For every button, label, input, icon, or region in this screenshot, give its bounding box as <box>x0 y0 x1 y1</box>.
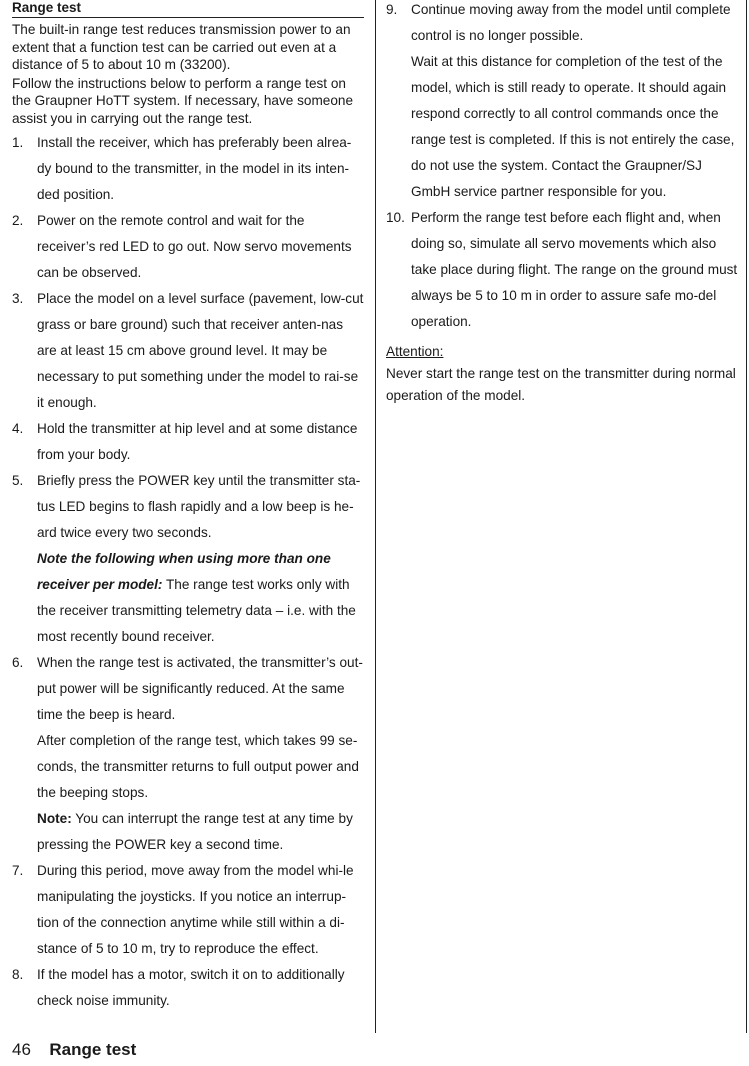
step-extra: Wait at this distance for completion of the test of the model, which is still ready to operate. It should again respond correctly to all control commands once the range test is completed. If this is not entirely the case, do not use the system. Contact the Graupner/SJ GmbH service partner responsible for you. <box>411 54 735 199</box>
note-label: Note: <box>37 811 72 826</box>
step-extra: After completion of the range test, which takes 99 se-conds, the transmitter returns to full output power and the beeping stops. <box>37 733 359 800</box>
step-note <box>37 806 364 858</box>
intro-paragraph-1: The built-in range test reduces transmission power to an extent that a function test can be carried out even at a distance of 5 to about 10 m (33200). <box>12 22 351 72</box>
step-text: Briefly press the POWER key until the transmitter sta-tus LED begins to flash rapidly and a low beep is he-ard twice every two seconds. <box>37 473 361 540</box>
step-number: 2. <box>12 213 24 228</box>
page-edge-rule <box>746 0 747 1033</box>
note-label: Note the following when using more than one receiver per model: <box>37 551 331 592</box>
note-text: The range test works only with the receiver transmitting telemetry data – i.e. with the most recently bound receiver. <box>37 577 356 644</box>
step-10 <box>386 205 740 335</box>
step-5 <box>12 468 364 650</box>
step-number: 8. <box>12 967 24 982</box>
step-text: During this period, move away from the model whi-le manipulating the joysticks. If you notice an interrup-tion of the connection anytime while still within a di-stance of 5 to 10 m, try to reproduce the effect. <box>37 863 354 956</box>
attention-label: Attention: <box>386 344 444 359</box>
page-footer <box>12 1040 136 1060</box>
step-note <box>37 546 364 650</box>
step-number: 3. <box>12 291 24 306</box>
column-divider <box>375 0 376 1033</box>
left-column <box>12 0 364 1014</box>
footer-title: Range test <box>49 1040 137 1059</box>
step-text: Power on the remote control and wait for the receiver’s red LED to go out. Now servo movements can be observed. <box>37 213 352 280</box>
step-4 <box>12 416 364 468</box>
step-text: Place the model on a level surface (pavement, low-cut grass or bare ground) such that receiver anten-nas are at least 15 cm above ground level. It may be necessary to put something under the model to rai-se it enough. <box>37 291 364 410</box>
step-2 <box>12 208 364 286</box>
step-number: 1. <box>12 135 24 150</box>
step-number: 9. <box>386 2 398 17</box>
step-text: When the range test is activated, the transmitter’s out-put power will be significantly reduced. At the same time the beep is heard. <box>37 655 363 722</box>
step-6 <box>12 650 364 858</box>
intro-paragraph-2: Follow the instructions below to perform a range test on the Graupner HoTT system. If necessary, have someone assist you in carrying out the range test. <box>12 75 354 126</box>
step-text: Install the receiver, which has preferably been alrea-dy bound to the transmitter, in the model in its inten-ded position. <box>37 135 352 202</box>
step-text: Perform the range test before each flight and, when doing so, simulate all servo movements which also take place during flight. The range on the ground must always be 5 to 10 m in order to assure safe mo-del operation. <box>411 210 738 329</box>
steps-list-right <box>386 0 740 335</box>
page-number: 46 <box>12 1040 31 1059</box>
step-1 <box>12 130 364 208</box>
step-7 <box>12 858 364 962</box>
section-title: Range test <box>12 0 364 18</box>
right-column <box>386 0 740 407</box>
step-text: Continue moving away from the model until complete control is no longer possible. <box>411 2 731 43</box>
step-3 <box>12 286 364 416</box>
step-text: If the model has a motor, switch it on to additionally check noise immunity. <box>37 967 345 1008</box>
step-number: 5. <box>12 473 24 488</box>
step-text: Hold the transmitter at hip level and at some distance from your body. <box>37 421 358 462</box>
step-9 <box>386 0 740 205</box>
step-8 <box>12 962 364 1014</box>
step-number: 4. <box>12 421 24 436</box>
attention-text: Never start the range test on the transmitter during normal operation of the model. <box>386 366 736 403</box>
note-text: You can interrupt the range test at any time by pressing the POWER key a second time. <box>37 811 353 852</box>
step-number: 7. <box>12 863 24 878</box>
steps-list-left <box>12 130 364 1014</box>
step-number: 10. <box>386 210 405 225</box>
step-number: 6. <box>12 655 24 670</box>
